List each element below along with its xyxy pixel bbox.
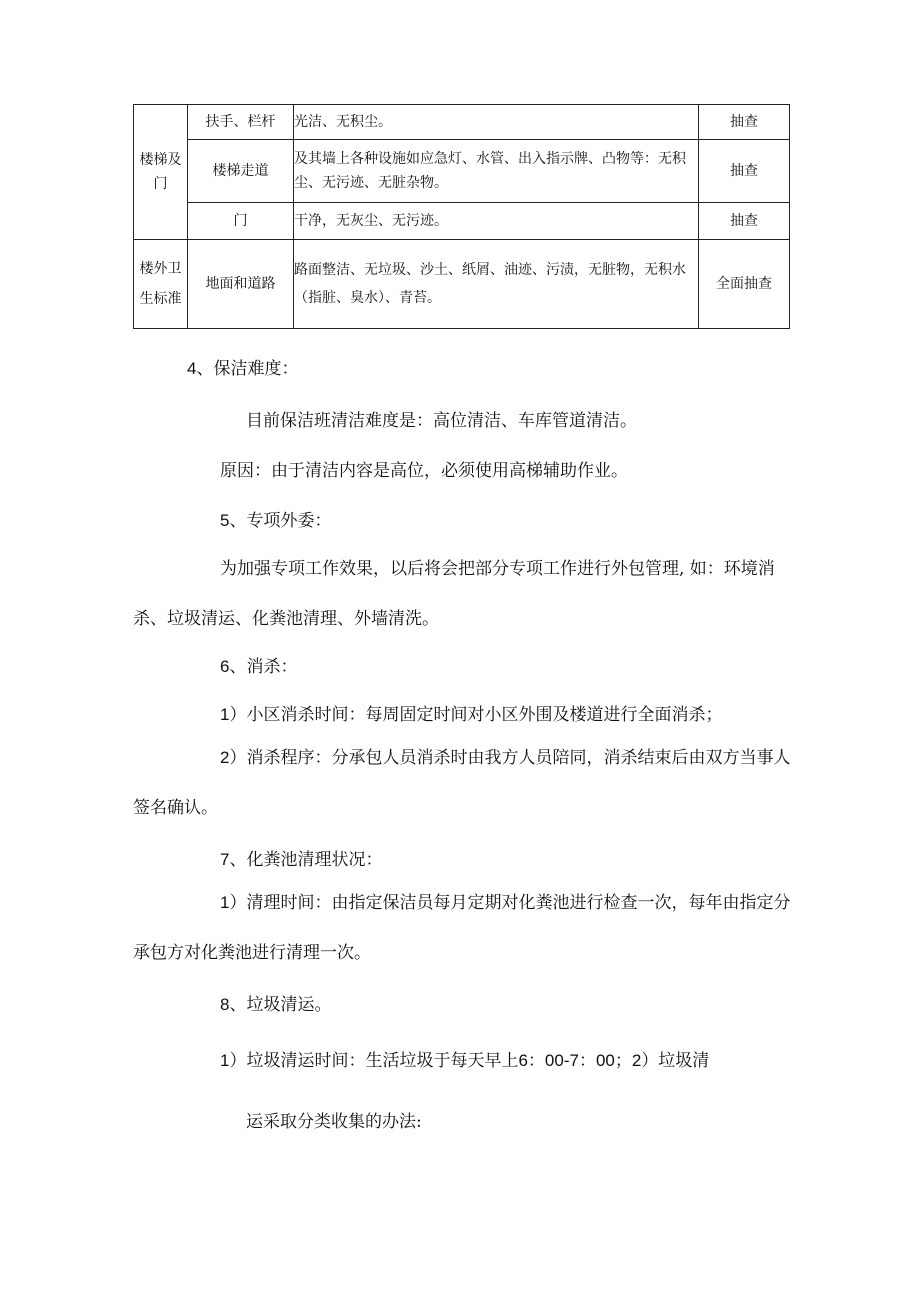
table-row: [134, 140, 790, 203]
standard-cell: 及其墙上各种设施如应急灯、水管、出入指示牌、凸物等：无积尘、无污迹、无脏杂物。: [294, 140, 699, 203]
cleaning-standards-table: [133, 104, 790, 329]
item-cell: 门: [188, 203, 294, 240]
section-6-item-1: 1）小区消杀时间：每周固定时间对小区外围及楼道进行全面消杀；: [220, 705, 723, 725]
check-method-cell: 抽查: [699, 203, 790, 240]
check-method-cell: 抽查: [699, 140, 790, 203]
section-7-heading: 7、化粪池清理状况：: [220, 850, 383, 870]
section-4-paragraph-1: 目前保洁班清洁难度是：高位清洁、车库管道清洁。: [246, 411, 637, 431]
section-4-heading: 4、保洁难度：: [187, 359, 299, 379]
check-method-cell: 抽查: [699, 105, 790, 140]
section-8-item-2: 运采取分类收集的办法:: [246, 1112, 422, 1132]
section-8-heading: 8、垃圾清运。: [220, 995, 332, 1015]
category-cell-outdoor: 楼外卫生标准: [134, 240, 188, 329]
standard-cell: 路面整洁、无垃圾、沙土、纸屑、油迹、污渍，无脏物，无积水（指脏、臭水）、青苔。: [294, 240, 699, 329]
item-cell: 地面和道路: [188, 240, 294, 329]
section-7-item-1: 1）清理时间：由指定保洁员每月定期对化粪池进行检查一次，每年由指定分承包方对化粪池进行清理一次。: [133, 893, 791, 963]
item-cell: 楼梯走道: [188, 140, 294, 203]
item-cell: 扶手、栏杆: [188, 105, 294, 140]
section-4-paragraph-2: 原因：由于清洁内容是高位，必须使用高梯辅助作业。: [220, 461, 628, 481]
check-method-cell: 全面抽查: [699, 240, 790, 329]
category-cell-stairs: 楼梯及门: [134, 105, 188, 240]
section-6-heading: 6、消杀：: [220, 657, 298, 677]
table-row: [134, 240, 790, 329]
section-5-paragraph: 为加强专项工作效果，以后将会把部分专项工作进行外包管理, 如：环境消杀、垃圾清运、化粪池清理、外墙清洗。: [133, 559, 775, 629]
table-row: [134, 105, 790, 140]
section-6-item-2: 2）消杀程序：分承包人员消杀时由我方人员陪同，消杀结束后由双方当事人签名确认。: [133, 748, 791, 818]
section-5-heading: 5、专项外委：: [220, 511, 332, 531]
standard-cell: 干净，无灰尘、无污迹。: [294, 203, 699, 240]
standard-cell: 光洁、无积尘。: [294, 105, 699, 140]
pickup-time: 6：00-7：00；2: [518, 1051, 642, 1070]
table-row: [134, 203, 790, 240]
section-8-item-1: 1）垃圾清运时间：生活垃圾于每天早上6：00-7：00；2）垃圾清: [220, 1051, 710, 1071]
